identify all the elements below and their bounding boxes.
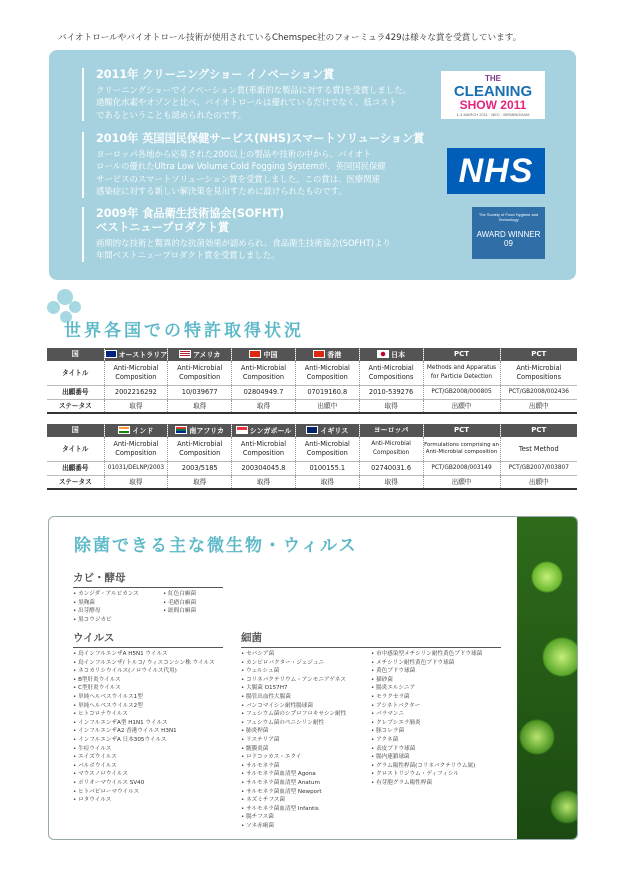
fungi-list-1: [73, 590, 139, 624]
table-header-row: [47, 424, 577, 437]
patent-table-2: [47, 424, 577, 490]
table-cell: 取得: [295, 476, 359, 490]
award-line: 感染症に対する新しい解決策を見出すために設けられたものです。: [96, 186, 347, 197]
table-cell: PCT/GB2008/000805: [423, 386, 500, 400]
table-cell: PCT/GB2008/002436: [500, 386, 577, 400]
table-cell: 出願中: [500, 400, 577, 414]
table-cell: Anti-Microbial Composition: [359, 437, 423, 462]
table-cell: Anti-Microbial Composition: [104, 437, 168, 462]
table-cell: Anti-Microbial Compositions: [359, 361, 423, 386]
list-item: • サルモネラ菌血清型 Anatum: [241, 779, 320, 786]
award-subtitle: ベストニュープロダクト賞: [96, 221, 230, 234]
cleaning-show-logo: [441, 71, 545, 119]
header-cell: 国: [47, 348, 104, 361]
list-item: • 鳥インフルエンザA H5N1 ウイルス: [73, 651, 168, 657]
bacteria-image: [517, 517, 577, 839]
table-cell: 取得: [104, 476, 168, 490]
microbes-title: 除菌できる主な微生物・ウィルス: [74, 536, 358, 556]
award-body: [96, 148, 446, 198]
country-label: インド: [132, 426, 154, 435]
list-item: • フェシウム菌のシプロフロキサシン耐性: [241, 711, 347, 718]
list-item: • 市中感染型メチシリン耐性黄色ブドウ球菌: [371, 651, 483, 657]
list-item: • サルモネラ菌血清型 Newport: [241, 788, 322, 795]
list-item: • 表皮ブドウ球菌: [371, 745, 416, 752]
award-line: ロールの優れたUltra Low Volume Cold Fogging Systemが、英国国民保健: [96, 161, 386, 172]
table-row: [47, 476, 577, 490]
header-cell-hongkong: [295, 348, 359, 361]
award-line: サービスのスマートソリューション賞を受賞しました。この賞は、医療関連: [96, 173, 380, 184]
header-cell-usa: [168, 348, 232, 361]
list-item: • コリネバクテリウム・アンモニアゲネス: [241, 676, 346, 683]
logo-text: 1-3 MARCH 2011 · NEC · BIRMINGHAM: [456, 112, 530, 117]
table-cell: 取得: [168, 476, 232, 490]
awards-panel: [49, 50, 576, 280]
australia-flag-icon: [105, 350, 117, 358]
table-cell: 取得: [104, 400, 168, 414]
japan-flag-icon: [377, 350, 389, 358]
table-cell: Formulations comprising an Anti-Microbial composition: [423, 437, 500, 462]
row-label: 出願番号: [47, 386, 104, 400]
list-item: • 猫砂菌: [371, 676, 393, 683]
header-cell-europe: ヨーロッパ: [359, 424, 423, 437]
table-row: [47, 386, 577, 400]
list-item: • 黒コウジカビ: [73, 616, 112, 623]
list-item: • 髄膜炎菌: [241, 745, 269, 752]
list-item: • 鳥インフルエンザ/ トルコ/ ウィスコンシン株 ウイルス: [73, 659, 215, 666]
list-item: • ロタウイルス: [73, 797, 112, 804]
table-cell: 取得: [359, 400, 423, 414]
table-cell: 2010-539276: [359, 386, 423, 400]
header-cell: PCT: [500, 348, 577, 361]
table-cell: 出願中: [423, 476, 500, 490]
table-cell: Anti-Microbial Composition: [232, 361, 296, 386]
list-item: • ウェルシュ菌: [241, 668, 280, 675]
table-cell: 2003/5185: [168, 462, 232, 476]
list-item: • マウスノロウイルス: [73, 771, 128, 778]
list-item: • ヒトコロナウイルス: [73, 711, 128, 718]
list-item: • B型肝炎ウイルス: [73, 676, 121, 683]
table-cell: PCT/GB2007/003807: [500, 462, 577, 476]
table-cell: 200304045.8: [232, 462, 296, 476]
country-label: イギリス: [320, 426, 349, 435]
table-cell: 取得: [232, 476, 296, 490]
table-cell: Anti-Microbial Composition: [295, 361, 359, 386]
table-row: [47, 361, 577, 386]
nhs-logo: NHS: [447, 148, 545, 194]
table-cell: Test Method: [500, 437, 577, 462]
award-nhs: [82, 132, 446, 198]
table-cell: 02740031.6: [359, 462, 423, 476]
award-line: クリーニングショーでイノベーション賞(革新的な製品に対する賞)を受賞しました。: [96, 85, 411, 95]
award-cleaning-show: [82, 68, 446, 121]
list-item: • 大腸菌 O157H7: [241, 685, 288, 692]
table-cell: Anti-Microbial Composition: [104, 361, 168, 386]
usa-flag-icon: [179, 350, 191, 358]
list-item: • 趾間白癬菌: [163, 608, 197, 615]
table-row: [47, 400, 577, 414]
list-item: • インフルエンザA型 H1N1 ウイルス: [73, 719, 168, 726]
header-cell: 国: [47, 424, 104, 437]
table-cell: 取得: [168, 400, 232, 414]
list-item: • 有芽胞グラム陽性桿菌: [371, 779, 432, 786]
list-item: • 腸内連鎖球菌: [371, 754, 410, 761]
table-cell: 出願中: [423, 400, 500, 414]
list-item: • 単純ヘルペスウイルス2型: [73, 702, 143, 709]
header-cell: PCT: [500, 424, 577, 437]
list-item: • リステリア菌: [241, 736, 280, 743]
list-item: • ロドコッカス・エクイ: [241, 754, 302, 761]
header-cell-india: [104, 424, 168, 437]
list-item: • 腸管出血性大腸菌: [241, 693, 291, 700]
header-cell-southafrica: [168, 424, 232, 437]
list-item: • グラム陽性桿菌(コリネバクテリウム属): [371, 762, 476, 769]
patent-table-1: [47, 348, 577, 414]
award-body: [96, 237, 446, 262]
list-item: • 腸炎エルシニア: [371, 685, 416, 692]
bacteria-list-2: [371, 650, 482, 788]
patent-section-title: 世界各国での特許取得状況: [64, 321, 304, 341]
list-item: • カンジダ・アルビカンス: [73, 591, 139, 597]
row-label: ステータス: [47, 400, 104, 414]
list-item: • フェシウム菌のペニシリン耐性: [241, 719, 325, 726]
list-item: • インフルエンザA2 香港ウイルス H3N1: [73, 728, 177, 735]
list-item: • バンコマイシン耐性腸球菌: [241, 702, 313, 709]
fungi-heading: カビ・酵母: [73, 570, 223, 588]
award-line: ヨーロッパ各地から応募された200以上の製品や技術の中から、バイオト: [96, 149, 372, 159]
list-item: • ソネ赤痢菌: [241, 822, 274, 829]
china-flag-icon: [249, 350, 261, 358]
india-flag-icon: [118, 426, 130, 434]
table-cell: Anti-Microbial Composition: [295, 437, 359, 462]
virus-list: [73, 650, 215, 805]
country-label: 香港: [327, 350, 342, 359]
table-cell: 10/039677: [168, 386, 232, 400]
award-sofht: [82, 207, 446, 262]
list-item: • インフルエンザA 日本305ウイルス: [73, 736, 167, 743]
award-body: [96, 84, 446, 121]
award-line: 年間ベストニュープロダクト賞を受賞しました。: [96, 250, 280, 261]
list-item: • 紅色白癬菌: [163, 591, 197, 597]
header-cell-japan: [359, 348, 423, 361]
logo-text: AWARD WINNER 09: [476, 230, 541, 248]
list-item: • 毛瘡白癬菌: [163, 599, 197, 606]
list-item: • 黒麹菌: [73, 599, 95, 606]
table-cell: 出願中: [500, 476, 577, 490]
table-cell: 取得: [359, 476, 423, 490]
logo-text: The Society of Food Hygiene and Technology: [478, 212, 539, 222]
list-item: • カンピロバクター・ジェジュニ: [241, 659, 325, 666]
table-cell: 01031/DELNP/2003: [104, 462, 168, 476]
virus-heading: ウイルス: [73, 630, 223, 648]
list-item: • ポリオーマウイルス SV40: [73, 779, 145, 786]
country-label: オーストラリア: [118, 350, 168, 359]
list-item: • 豚コレラ菌: [371, 728, 405, 735]
list-item: • パラマンニ: [371, 711, 405, 718]
list-item: • ネズミチフス菌: [241, 797, 286, 804]
table-row: [47, 462, 577, 476]
intro-text: バイオトロールやバイオトロール技術が使用されているChemspec社のフォーミュラ429は様々な賞を受賞しています。: [58, 33, 522, 43]
table-cell: Anti-Microbial Composition: [168, 437, 232, 462]
country-label: シンガポール: [249, 426, 292, 435]
list-item: • ヒトパピローマウイルス: [73, 788, 140, 795]
list-item: • 牛痘ウイルス: [73, 745, 112, 752]
list-item: • パルボウイルス: [73, 762, 117, 769]
table-cell: 2002216292: [104, 386, 168, 400]
logo-text: SHOW 2011: [459, 98, 527, 112]
table-cell: Methods and Apparatus for Particle Detection: [423, 361, 500, 386]
list-item: • セパシア菌: [241, 651, 275, 657]
table-cell: Anti-Microbial Composition: [232, 437, 296, 462]
table-cell: 取得: [232, 400, 296, 414]
award-line: 画期的な技術と驚異的な抗菌効果が認められ、食品衛生技術協会(SOFHT)より: [96, 238, 391, 248]
country-label: 中国: [263, 350, 278, 359]
table-cell: 出願中: [295, 400, 359, 414]
header-cell-uk: [295, 424, 359, 437]
list-item: • 単純ヘルペスウイルス1型: [73, 693, 143, 700]
table-cell: 0100155.1: [295, 462, 359, 476]
list-item: • サルモネラ菌血清型 Agona: [241, 771, 316, 778]
list-item: • クロストリジウム・ディフィシル: [371, 771, 459, 778]
uk-flag-icon: [306, 426, 318, 434]
award-title: 2010年 英国国民保健サービス(NHS)スマートソリューション賞: [96, 132, 425, 145]
list-item: • 腸チフス菌: [241, 814, 274, 821]
row-label: タイトル: [47, 437, 104, 462]
table-cell: 07019160.8: [295, 386, 359, 400]
table-cell: 02804949.7: [232, 386, 296, 400]
award-line: 過酸化水素やオゾンと比べ、バイオトロールは優れているだけでなく、低コスト: [96, 97, 397, 108]
list-item: • 肺炎桿菌: [241, 728, 269, 735]
list-item: • クレブシエラ肺炎: [371, 719, 421, 726]
award-title: 2011年 クリーニングショー イノベーション賞: [96, 68, 335, 81]
bacteria-heading: 細菌: [241, 630, 501, 648]
row-label: ステータス: [47, 476, 104, 490]
hongkong-flag-icon: [313, 350, 325, 358]
row-label: 出願番号: [47, 462, 104, 476]
award-title: 2009年 食品衛生技術協会(SOFHT): [96, 207, 285, 220]
table-cell: Anti-Microbial Compositions: [500, 361, 577, 386]
logo-text: CLEANING: [453, 83, 533, 100]
sofht-award-logo: [472, 207, 545, 259]
list-item: • 黄色ブドウ球菌: [371, 668, 416, 675]
southafrica-flag-icon: [175, 426, 187, 434]
table-row: [47, 437, 577, 462]
microbes-panel: [48, 516, 578, 840]
header-cell-australia: [104, 348, 168, 361]
logo-text: THE: [485, 74, 501, 83]
list-item: • アシネトバクター: [371, 702, 421, 709]
header-cell: PCT: [423, 424, 500, 437]
singapore-flag-icon: [236, 426, 248, 434]
list-item: • アクネ菌: [371, 736, 399, 743]
country-label: アメリカ: [192, 350, 221, 359]
header-cell: PCT: [423, 348, 500, 361]
list-item: • ネコカリシウイルス(ノロウイルス代用): [73, 668, 177, 675]
row-label: タイトル: [47, 361, 104, 386]
fungi-list-2: [163, 590, 196, 616]
list-item: • 出芽酵母: [73, 608, 101, 615]
header-cell-china: [232, 348, 296, 361]
list-item: • メチシリン耐性黄色ブドウ球菌: [371, 659, 455, 666]
table-header-row: [47, 348, 577, 361]
list-item: • C型肝炎ウイルス: [73, 685, 121, 692]
header-cell-singapore: [232, 424, 296, 437]
table-cell: Anti-Microbial Composition: [168, 361, 232, 386]
country-label: 日本: [391, 350, 406, 359]
list-item: • エイズウイルス: [73, 754, 117, 761]
bacteria-list-1: [241, 650, 346, 830]
award-line: であるということも認められたのです。: [96, 109, 247, 120]
country-label: 南アフリカ: [189, 426, 225, 435]
table-cell: PCT/GB2008/003149: [423, 462, 500, 476]
list-item: • サルモネラ菌血清型 Infantis: [241, 805, 319, 812]
list-item: • モラクセラ菌: [371, 693, 410, 700]
list-item: • サルモネラ菌: [241, 762, 280, 769]
